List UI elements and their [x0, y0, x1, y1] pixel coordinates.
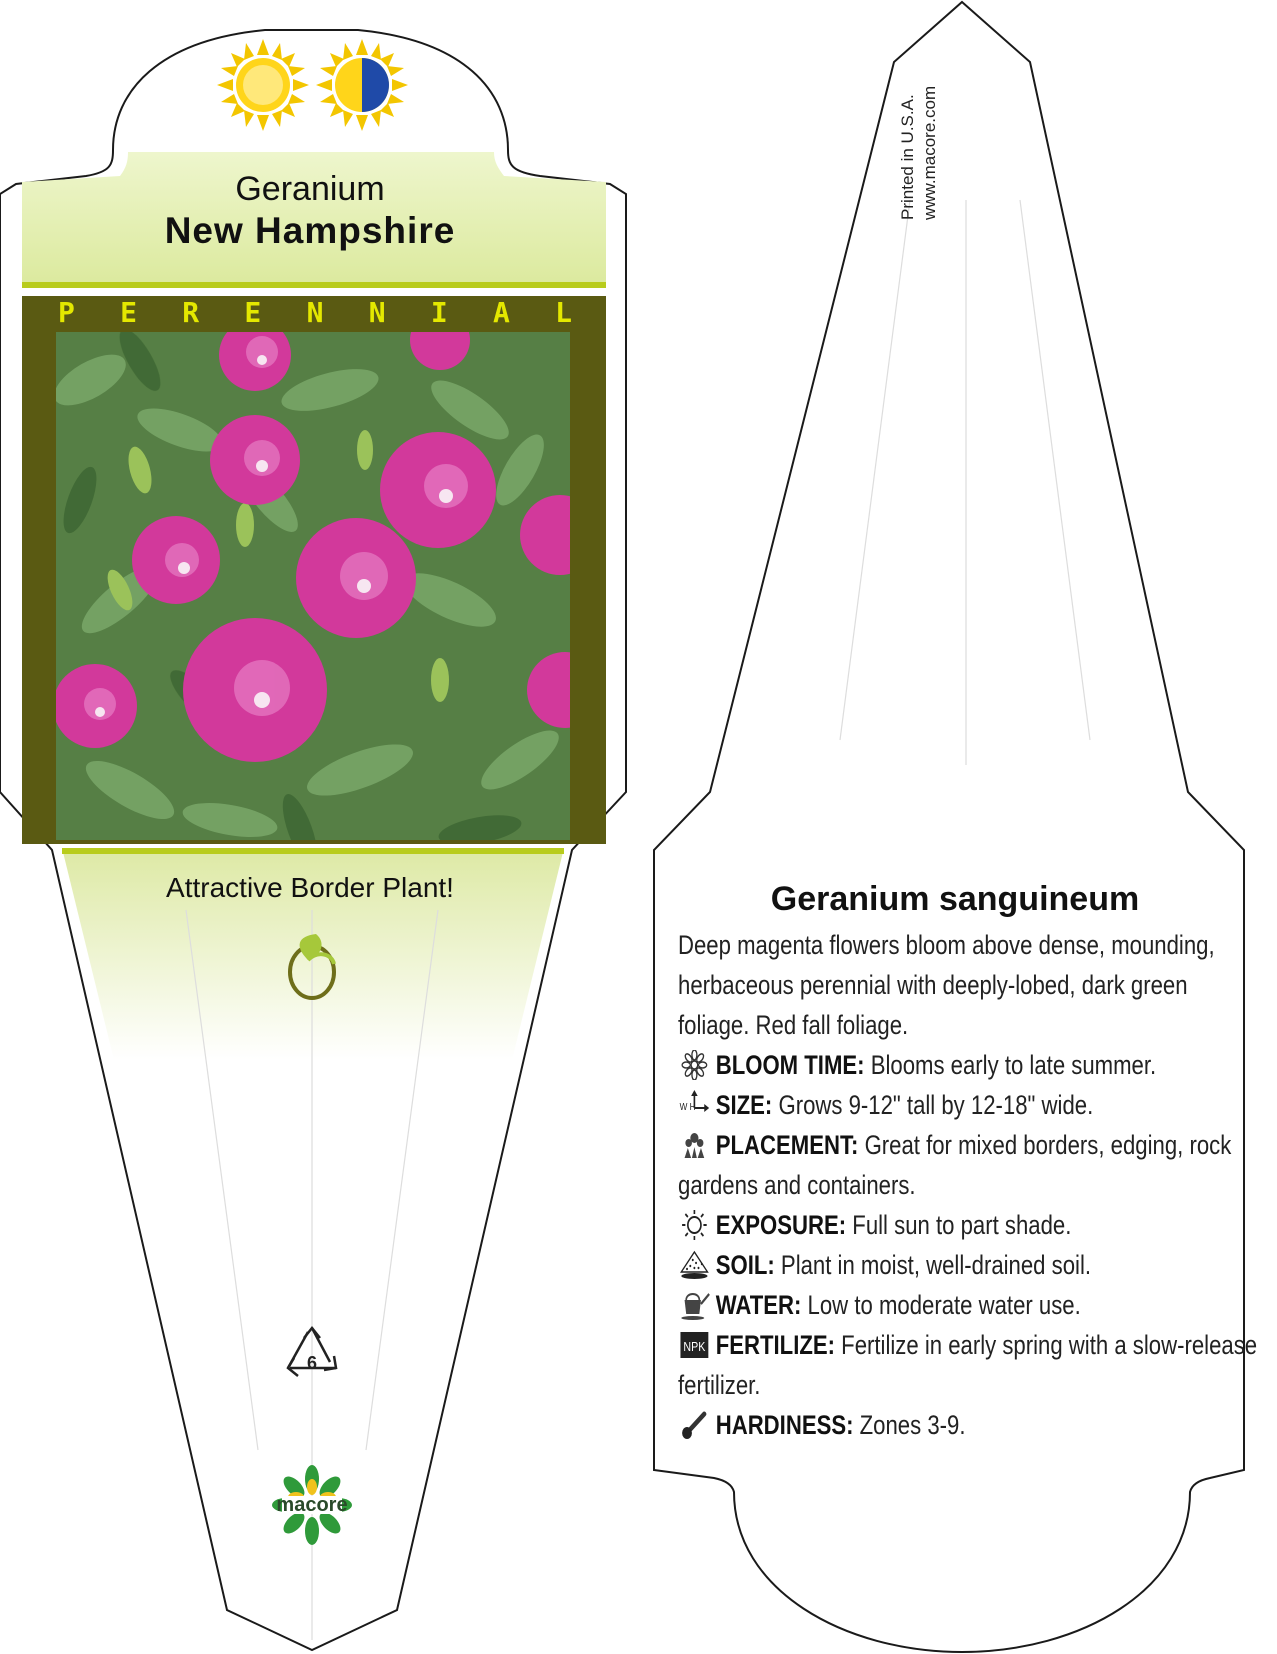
attribute-text: Low to moderate water use. — [807, 1290, 1081, 1320]
attribute-label: SIZE: — [715, 1090, 773, 1120]
title-genus: Geranium — [235, 170, 385, 208]
plant-photo — [46, 310, 603, 870]
attribute-text: Plant in moist, well-drained soil. — [780, 1250, 1092, 1280]
attribute-fertilize — [678, 1325, 1260, 1405]
size-icon — [678, 1090, 711, 1120]
website-line: www.macore.com — [920, 85, 939, 220]
brand-wordmark: macore — [276, 1494, 348, 1516]
attribute-size — [678, 1085, 1260, 1125]
attribute-label: BLOOM TIME: — [715, 1050, 865, 1080]
printed-in-label — [897, 50, 939, 220]
attribute-label: WATER: — [715, 1290, 802, 1320]
flower-icon — [678, 1050, 711, 1080]
lower-band-rule — [62, 848, 564, 854]
attribute-text: Full sun to part shade. — [852, 1210, 1072, 1240]
placement-icon — [678, 1130, 711, 1160]
thermometer-icon — [678, 1410, 711, 1440]
attribute-label: FERTILIZE: — [715, 1330, 836, 1360]
attribute-water — [678, 1285, 1260, 1325]
title-band-rule — [22, 282, 606, 288]
attribute-label: SOIL: — [715, 1250, 775, 1280]
attribute-text: Blooms early to late summer. — [870, 1050, 1157, 1080]
sun-outline-icon — [678, 1210, 711, 1240]
attribute-soil — [678, 1245, 1260, 1285]
tagline: Attractive Border Plant! — [166, 872, 454, 903]
printed-line: Printed in U.S.A. — [898, 94, 917, 220]
attribute-placement — [678, 1125, 1260, 1205]
category-letter: L — [555, 296, 572, 329]
watering-can-icon — [678, 1290, 711, 1320]
category-letter: N — [306, 296, 324, 329]
category-letter: E — [120, 296, 137, 329]
category-label — [58, 296, 572, 329]
attribute-label: EXPOSURE: — [715, 1210, 847, 1240]
attribute-hardiness — [678, 1405, 1260, 1445]
attribute-label: PLACEMENT: — [715, 1130, 859, 1160]
description-text: Deep magenta flowers bloom above dense, mounding, herbaceous perennial with deeply-lobed, dark green foliage. Red fall foliage. — [678, 930, 1215, 1040]
attribute-label: HARDINESS: — [715, 1410, 854, 1440]
plant-description — [678, 925, 1260, 1445]
category-letter: R — [182, 296, 200, 329]
attribute-text: Fertilize in early spring with a slow-release fertilizer. — [678, 1330, 1258, 1400]
npk-label: NPK — [683, 1338, 706, 1355]
attribute-exposure — [678, 1205, 1260, 1245]
category-letter: N — [368, 296, 386, 329]
recycle-number: 6 — [306, 1353, 317, 1373]
attribute-text: Grows 9-12" tall by 12-18" wide. — [778, 1090, 1094, 1120]
category-letter: E — [244, 296, 262, 329]
category-letter: P — [58, 296, 75, 329]
category-letter: I — [430, 296, 448, 329]
attribute-bloom-time — [678, 1045, 1260, 1085]
scientific-name: Geranium sanguineum — [770, 880, 1140, 918]
attribute-text: Zones 3-9. — [859, 1410, 966, 1440]
title-cultivar: New Hampshire — [164, 210, 456, 251]
soil-icon — [678, 1250, 711, 1280]
attribute-text: Great for mixed borders, edging, rock gardens and containers. — [678, 1130, 1232, 1200]
npk-icon — [678, 1330, 711, 1360]
size-letters: W H — [679, 1101, 696, 1113]
category-letter: A — [492, 296, 510, 329]
